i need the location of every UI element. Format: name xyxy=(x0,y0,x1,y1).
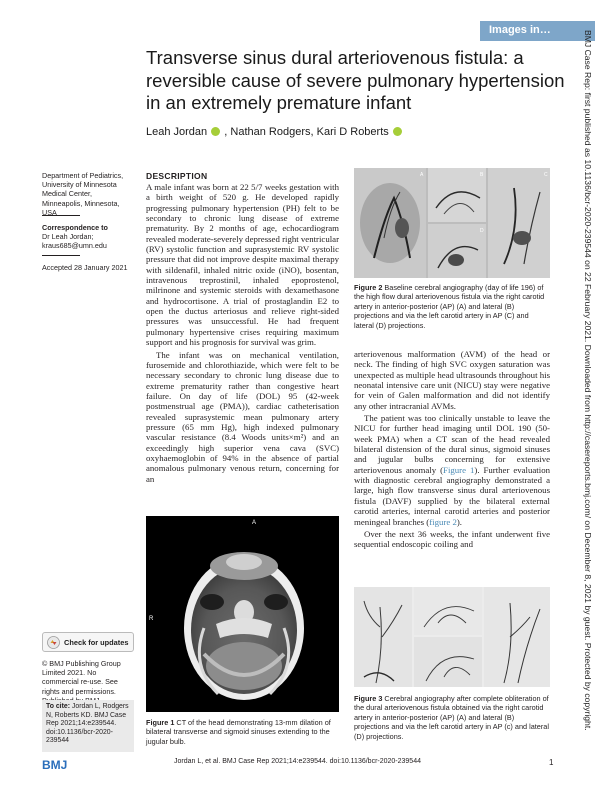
page-number: 1 xyxy=(549,758,554,767)
orientation-mark: A xyxy=(252,520,257,526)
cite-label: To cite: xyxy=(46,703,70,710)
panel-label: D xyxy=(480,228,484,234)
figure-1-caption xyxy=(146,718,339,746)
caption-text: CT of the head demonstrating 13-mm dilation of bilateral transverse and sigmoid sinuses extending to the jugular bulb. xyxy=(146,718,331,746)
orientation-mark: R xyxy=(149,616,154,622)
copyright-notice: © BMJ Publishing Group Limited 2021. No commercial re-use. See rights and permissions. xyxy=(42,659,121,696)
paragraph-text: ). Further evaluation with diagnostic cerebral angiography demonstrated a large, high flow transverse sinus dural arteriovenous fistula (DAVF) supplied by the bilateral external carotid arteries, internal carotid arteries and posterior meningeal branches ( xyxy=(354,464,550,527)
bmj-logo: BMJ xyxy=(42,758,68,772)
correspondence-heading: Correspondence to xyxy=(42,223,108,232)
check-for-updates-button[interactable] xyxy=(42,632,134,652)
footer-citation: Jordan L, et al. BMJ Case Rep 2021;14:e239544. doi:10.1136/bcr-2020-239544 xyxy=(174,758,421,765)
orcid-icon[interactable] xyxy=(211,127,220,136)
author-list xyxy=(146,126,571,138)
panel-label: C xyxy=(544,172,548,178)
caption-text: Cerebral angiography after complete obliteration of the dural arteriovenous fistula obtained via the right carotid artery in anterior-posterior (AP) (A) and lateral (B) projections and via the left carotid artery in AP (c) and lateral (D) projections. xyxy=(354,694,549,741)
panel-label: A xyxy=(420,172,424,178)
paragraph: arteriovenous malformation (AVM) of the head or neck. The finding of high SVC oxygen saturation was unexpected as multiple head ultrasounds throughout his neonatal intensive care unit (NICU) stay were negative for vein of Galen malformation and did not identify any other intracranial AVMs. xyxy=(354,349,550,411)
body-column-2 xyxy=(354,349,550,550)
side-copyright-note: BMJ Case Rep: first published as 10.1136/bcr-2020-239544 on 22 February 2021. Downloaded from http://casereports.bmj.com/ on December 8, 2021 by guest. Protected by copyright. xyxy=(583,30,593,731)
cite-text: Jordan L, Rodgers N, Roberts KD. BMJ Case Rep 2021;14:e239544. doi:10.1136/bcr-2020-239544 xyxy=(46,703,129,745)
accepted-date: Accepted 28 January 2021 xyxy=(42,263,128,272)
figure-1-ct-image xyxy=(146,516,339,712)
correspondence-name: Dr Leah Jordan; xyxy=(42,232,94,241)
check-updates-label: Check for updates xyxy=(64,637,129,647)
affiliation: Department of Pediatrics, University of Minnesota Medical Center, Minneapolis, Minnesota, USA xyxy=(42,171,124,217)
check-updates-icon xyxy=(47,636,60,649)
section-heading: DESCRIPTION xyxy=(146,171,208,181)
figure-3-angiography xyxy=(354,587,550,687)
author-names-rest: , Nathan Rodgers, Kari D Roberts xyxy=(224,126,389,138)
figure-3-caption xyxy=(354,694,550,741)
correspondence-email[interactable]: kraus685@umn.edu xyxy=(42,241,107,250)
paragraph xyxy=(354,413,550,527)
author-name[interactable]: Leah Jordan xyxy=(146,126,208,138)
figure-label: Figure 1 xyxy=(146,718,175,727)
figure-2-angiography xyxy=(354,168,550,278)
article-title: Transverse sinus dural arteriovenous fistula: a reversible cause of severe pulmonary hypertension in an extremely premature infant xyxy=(146,47,565,113)
paragraph-text: The patient was too clinically unstable to leave the NICU for further head imaging until DOL 190 (50-week PMA) when a CT scan of the head revealed bilateral distension of the dural sinus, sigmoid sinuses and jugular bulbs concerning for extensive arteriovenous anomaly ( xyxy=(354,413,550,475)
citation-box xyxy=(42,700,134,752)
paragraph: The infant was on mechanical ventilation, furosemide and chlorothiazide, which were felt to be necessary secondary to chronic lung disease due to extreme prematurity rather than congestive heart failure. On day of life (DOL) 95 (42-week postmenstrual age (PMA)), cardiac catheterisation revealed suprasystemic mean pulmonary artery pressure (65 mm Hg), high indexed pulmonary vascular resistance (8.4 Woods units×m²) and an exceedingly high superior vena cava (SVC) oxyhaemoglobin of 94% in the absence of partial anomalous pulmonary venous return, concerning for an xyxy=(146,349,339,484)
divider xyxy=(42,255,80,256)
figure-2-caption xyxy=(354,283,550,330)
figure-1-link[interactable]: Figure 1 xyxy=(443,464,475,475)
panel-label: B xyxy=(480,172,484,178)
section-banner: Images in… xyxy=(480,21,595,41)
paragraph: A male infant was born at 22 5/7 weeks gestation with a birth weight of 520 g. He developed rapidly progressing pulmonary hypertension (PH) felt to be secondary to chronic lung disease of extreme prematurity. By 2 months of age, echocardiogram revealed moderate-severely depressed right ventricular (RV) systolic function and suprasystemic RV systolic pressure that did not improve despite maximal therapy with sildenafil, inhaled nitric oxide (iNO), bosentan, intravenous treprostinil, inhaled epoprostenol, milrinone and systemic steroids with dexamethasone and hydrocortisone. A trial of prostaglandin E2 to open the ductus arteriosus and relieve right-sided pressures was unsuccessful. He had frequent pulmonary hypertensive crises requiring maximum support and his prognosis for survival was grim. xyxy=(146,182,339,348)
figure-label: Figure 2 xyxy=(354,283,383,292)
orcid-icon[interactable] xyxy=(393,127,402,136)
figure-label: Figure 3 xyxy=(354,694,383,703)
body-column-1 xyxy=(146,182,339,484)
paragraph: Over the next 36 weeks, the infant underwent five sequential endoscopic coiling and xyxy=(354,528,550,550)
paragraph-text: ). xyxy=(456,516,462,527)
caption-text: Baseline cerebral angiography (day of life 196) of the high flow dural arteriovenous fistula via the right carotid artery in anterior-posterior (AP) (A) and lateral (B) projections and via the left carotid artery in AP (C) and lateral (D) projections. xyxy=(354,283,545,330)
divider xyxy=(42,215,80,216)
figure-2-link[interactable]: figure 2 xyxy=(429,516,457,527)
